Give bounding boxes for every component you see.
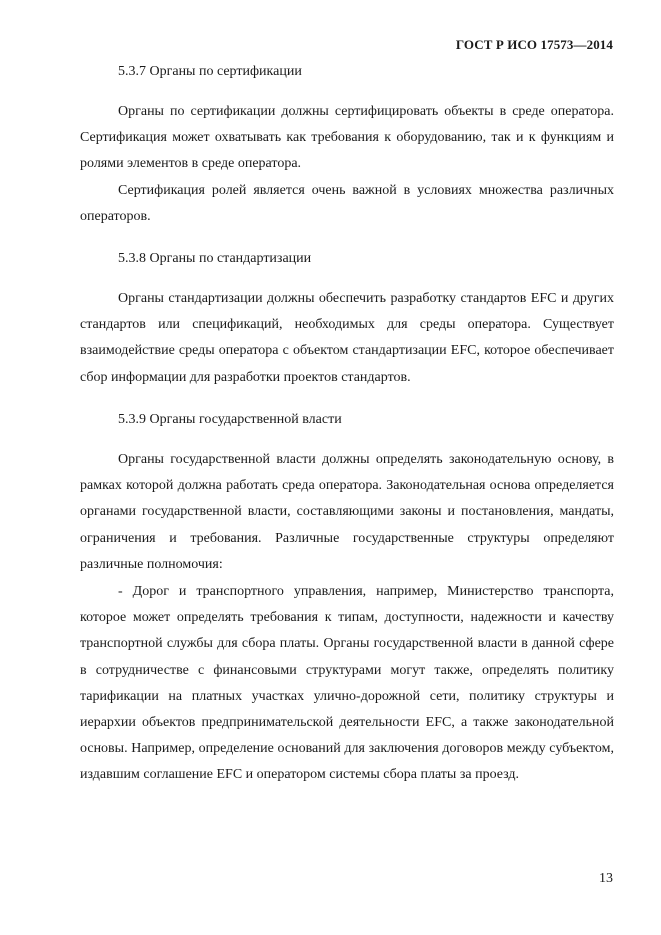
paragraph-certification-2: Сертификация ролей является очень важной в условиях множества различных операторов.	[80, 183, 614, 225]
section-heading-5-3-7: 5.3.7 Органы по сертификации	[118, 64, 302, 79]
section-heading-5-3-8: 5.3.8 Органы по стандартизации	[118, 251, 312, 266]
paragraph-certification-1: Органы по сертификации должны сертифицировать объекты в среде оператора. Сертификация может охватывать как требования к оборудованию, так и к функциям и ролями элементов в среде оператора.	[80, 104, 614, 172]
standard-header: ГОСТ Р ИСО 17573—2014	[455, 37, 613, 52]
page-number: 13	[599, 871, 613, 886]
paragraph-government-1: Органы государственной власти должны определять законодательную основу, в рамках которой должна работать среда оператора. Законодательная основа определяется органами государственной власти, составляющими законы и постановления, мандаты, ограничения и требования. Различные государственные структуры определяют различные полномочия:	[80, 452, 614, 572]
paragraph-government-list-item: - Дорог и транспортного управления, например, Министерство транспорта, которое может определять требования к типам, доступности, надежности и качеству транспортной службы для сбора платы. Органы государственной власти в данной сфере в сотрудничестве с финансовыми структурами могут также, определять политику тарификации на платных участках улично-дорожной сети, политику структуры и иерархии объектов предпринимательской деятельности EFC, а также законодательной основы. Например, определение оснований для заключения договоров между субъектом, издавшим соглашение EFC и оператором системы сбора платы за проезд.	[80, 584, 614, 783]
paragraph-standardization: Органы стандартизации должны обеспечить разработку стандартов EFC и других стандартов или спецификаций, необходимых для среды оператора. Существует взаимодействие среды оператора с объектом стандартизации EFC, которое обеспечивает сбор информации для разработки проектов стандартов.	[80, 291, 614, 385]
section-heading-5-3-9: 5.3.9 Органы государственной власти	[118, 412, 342, 427]
